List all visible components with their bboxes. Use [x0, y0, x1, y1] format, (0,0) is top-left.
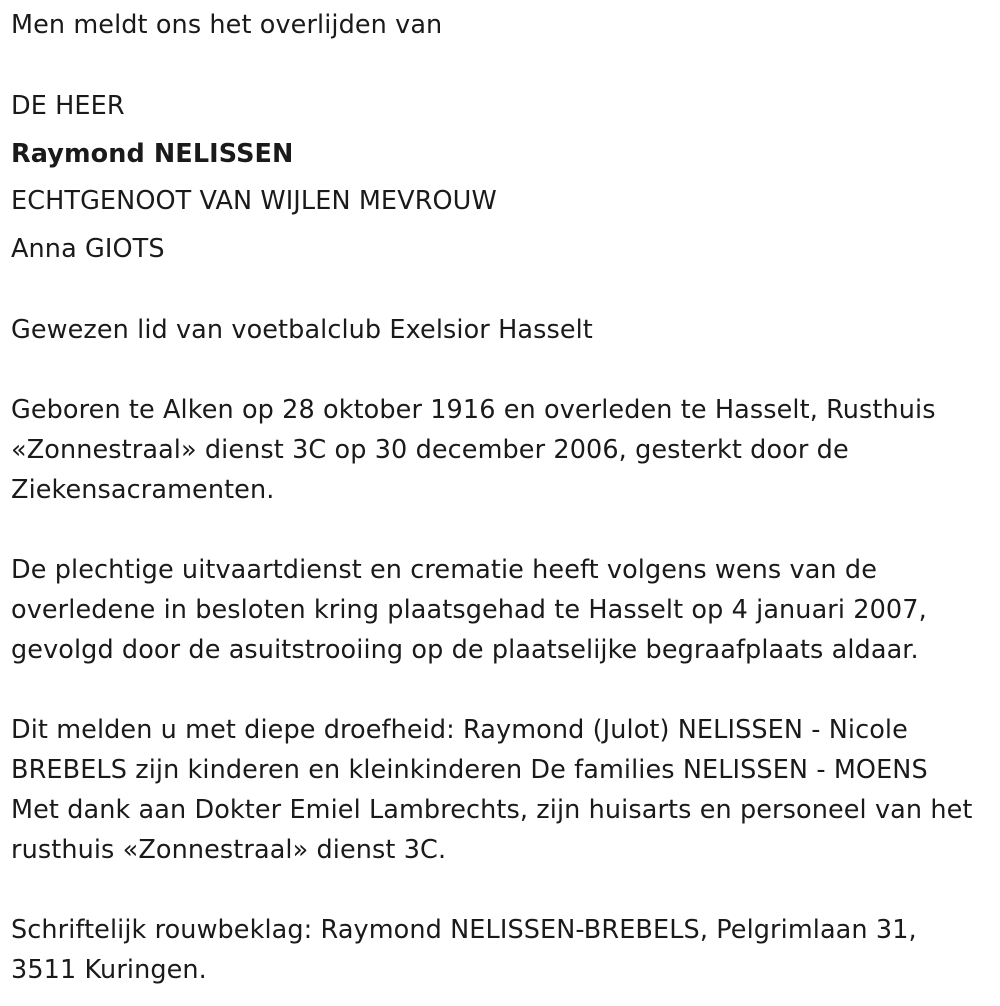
mourners-paragraph: Dit melden u met diepe droefheid: Raymond (Julot) NELISSEN - Nicole BREBELS zijn kinderen en kleinkinderen De families NELISSEN - MOENS Met dank aan Dokter Emiel Lambrechts, zijn huisarts en personeel van het rusthuis «Zonnestraal» dienst 3C. [11, 715, 973, 865]
intro-line: Men meldt ons het overlijden van [11, 10, 443, 40]
birth-death-paragraph: Geboren te Alken op 28 oktober 1916 en overleden te Hasselt, Rusthuis «Zonnestraal» dienst 3C op 30 december 2006, gesterkt door de Ziekensacramenten. [11, 395, 936, 505]
condolences-paragraph: Schriftelijk rouwbeklag: Raymond NELISSEN-BREBELS, Pelgrimlaan 31, 3511 Kuringen. [11, 915, 917, 985]
title-prefix: DE HEER [11, 91, 125, 121]
deceased-name: Raymond NELISSEN [11, 139, 294, 169]
spouse-name: Anna GIOTS [11, 234, 165, 264]
membership-line: Gewezen lid van voetbalclub Exelsior Hasselt [11, 315, 593, 345]
spouse-line: ECHTGENOOT VAN WIJLEN MEVROUW [11, 186, 497, 216]
funeral-paragraph: De plechtige uitvaartdienst en crematie heeft volgens wens van de overledene in besloten kring plaatsgehad te Hasselt op 4 januari 2007, gevolgd door de asuitstrooiing op de plaatselijke begraafplaats aldaar. [11, 555, 927, 665]
